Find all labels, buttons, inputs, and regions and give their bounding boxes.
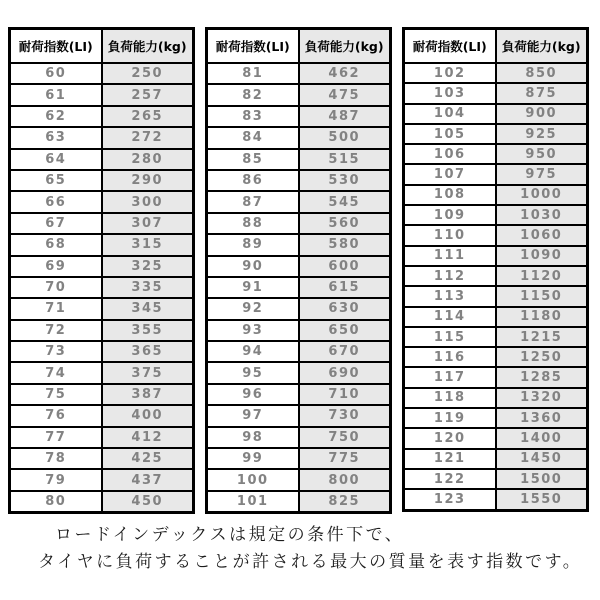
load-index-cell: 97 — [207, 405, 299, 426]
load-index-cell: 64 — [10, 149, 102, 170]
table-header — [404, 29, 588, 64]
table-row — [207, 362, 391, 383]
load-capacity-cell: 365 — [102, 341, 194, 362]
load-capacity-cell: 1500 — [496, 469, 588, 489]
table-row — [404, 164, 588, 184]
load-capacity-cell: 437 — [102, 469, 194, 490]
load-capacity-cell: 545 — [299, 191, 391, 212]
load-capacity-cell: 475 — [299, 84, 391, 105]
load-capacity-cell: 257 — [102, 84, 194, 105]
load-index-cell: 81 — [207, 63, 299, 84]
load-capacity-cell: 800 — [299, 469, 391, 490]
table-row — [10, 106, 194, 127]
table-row — [10, 491, 194, 513]
load-index-cell: 60 — [10, 63, 102, 84]
load-index-cell: 86 — [207, 170, 299, 191]
header-load-capacity: 負荷能力(kg) — [299, 29, 391, 64]
load-capacity-cell: 1000 — [496, 185, 588, 205]
load-capacity-cell: 900 — [496, 104, 588, 124]
table-row — [404, 367, 588, 387]
load-index-cell: 63 — [10, 127, 102, 148]
table-row — [404, 428, 588, 448]
load-index-cell: 75 — [10, 384, 102, 405]
table-row — [10, 234, 194, 255]
load-index-cell: 103 — [404, 83, 496, 103]
load-capacity-cell: 515 — [299, 149, 391, 170]
load-index-cell: 92 — [207, 298, 299, 319]
load-index-cell: 118 — [404, 388, 496, 408]
note-line-2: タイヤに負荷することが許される最大の質量を表す指数です。 — [38, 552, 583, 573]
header-load-capacity: 負荷能力(kg) — [496, 29, 588, 64]
table-header — [207, 29, 391, 64]
load-capacity-cell: 615 — [299, 277, 391, 298]
load-index-cell: 119 — [404, 408, 496, 428]
table-row — [10, 256, 194, 277]
header-row — [404, 29, 588, 64]
load-capacity-cell: 600 — [299, 256, 391, 277]
load-index-cell: 114 — [404, 307, 496, 327]
load-index-cell: 122 — [404, 469, 496, 489]
table-row — [404, 104, 588, 124]
table-row — [404, 489, 588, 510]
load-capacity-cell: 315 — [102, 234, 194, 255]
load-index-cell: 77 — [10, 427, 102, 448]
table-row — [207, 234, 391, 255]
load-capacity-cell: 250 — [102, 63, 194, 84]
table-row — [207, 256, 391, 277]
load-index-cell: 105 — [404, 124, 496, 144]
table-row — [207, 405, 391, 426]
load-index-cell: 120 — [404, 428, 496, 448]
load-index-cell: 110 — [404, 225, 496, 245]
table-row — [10, 427, 194, 448]
load-index-cell: 89 — [207, 234, 299, 255]
load-capacity-cell: 425 — [102, 448, 194, 469]
load-index-cell: 111 — [404, 246, 496, 266]
load-capacity-cell: 730 — [299, 405, 391, 426]
load-index-cell: 68 — [10, 234, 102, 255]
load-capacity-cell: 530 — [299, 170, 391, 191]
load-capacity-cell: 272 — [102, 127, 194, 148]
load-capacity-cell: 307 — [102, 213, 194, 234]
table-header — [10, 29, 194, 64]
table-row — [207, 277, 391, 298]
table-row — [10, 191, 194, 212]
load-index-cell: 76 — [10, 405, 102, 426]
load-capacity-cell: 580 — [299, 234, 391, 255]
load-index-cell: 108 — [404, 185, 496, 205]
table-row — [207, 320, 391, 341]
table-row — [404, 185, 588, 205]
table-row — [10, 448, 194, 469]
load-capacity-cell: 487 — [299, 106, 391, 127]
load-index-cell: 107 — [404, 164, 496, 184]
load-capacity-cell: 265 — [102, 106, 194, 127]
load-capacity-cell: 355 — [102, 320, 194, 341]
table-row — [10, 298, 194, 319]
table-row — [207, 427, 391, 448]
load-index-cell: 83 — [207, 106, 299, 127]
load-index-cell: 93 — [207, 320, 299, 341]
load-index-note — [0, 522, 600, 576]
load-index-cell: 109 — [404, 205, 496, 225]
header-row — [10, 29, 194, 64]
load-index-cell: 88 — [207, 213, 299, 234]
load-index-cell: 84 — [207, 127, 299, 148]
table-row — [404, 469, 588, 489]
table-row — [207, 84, 391, 105]
table-row — [10, 63, 194, 84]
table-row — [207, 491, 391, 513]
load-index-table-60-80 — [8, 27, 195, 514]
load-capacity-cell: 1360 — [496, 408, 588, 428]
load-capacity-cell: 450 — [102, 491, 194, 513]
load-capacity-cell: 775 — [299, 448, 391, 469]
table-row — [10, 384, 194, 405]
load-index-cell: 123 — [404, 489, 496, 510]
table-row — [404, 307, 588, 327]
load-capacity-cell: 1090 — [496, 246, 588, 266]
load-capacity-cell: 1120 — [496, 266, 588, 286]
header-load-index: 耐荷指数(LI) — [404, 29, 496, 64]
load-capacity-cell: 1150 — [496, 286, 588, 306]
load-index-cell: 74 — [10, 362, 102, 383]
load-capacity-cell: 1180 — [496, 307, 588, 327]
load-capacity-cell: 1285 — [496, 367, 588, 387]
table-row — [404, 286, 588, 306]
load-capacity-cell: 300 — [102, 191, 194, 212]
load-capacity-cell: 975 — [496, 164, 588, 184]
table-row — [404, 327, 588, 347]
table-row — [207, 298, 391, 319]
load-capacity-cell: 710 — [299, 384, 391, 405]
table-row — [207, 469, 391, 490]
table-row — [207, 170, 391, 191]
load-index-cell: 101 — [207, 491, 299, 513]
table-row — [10, 277, 194, 298]
load-capacity-cell: 950 — [496, 144, 588, 164]
table-row — [404, 205, 588, 225]
table-row — [10, 362, 194, 383]
load-index-cell: 112 — [404, 266, 496, 286]
load-index-cell: 66 — [10, 191, 102, 212]
load-capacity-cell: 1450 — [496, 449, 588, 469]
table-body — [10, 63, 194, 513]
table-row — [207, 341, 391, 362]
table-row — [404, 63, 588, 83]
table-body — [207, 63, 391, 513]
load-index-cell: 69 — [10, 256, 102, 277]
table-row — [10, 320, 194, 341]
load-capacity-cell: 750 — [299, 427, 391, 448]
load-index-cell: 99 — [207, 448, 299, 469]
load-index-cell: 121 — [404, 449, 496, 469]
load-index-cell: 71 — [10, 298, 102, 319]
load-index-cell: 87 — [207, 191, 299, 212]
load-index-cell: 98 — [207, 427, 299, 448]
load-index-cell: 79 — [10, 469, 102, 490]
load-capacity-cell: 375 — [102, 362, 194, 383]
load-index-cell: 73 — [10, 341, 102, 362]
load-index-cell: 78 — [10, 448, 102, 469]
load-capacity-cell: 1320 — [496, 388, 588, 408]
load-index-cell: 113 — [404, 286, 496, 306]
table-row — [207, 127, 391, 148]
load-capacity-cell: 290 — [102, 170, 194, 191]
load-capacity-cell: 1550 — [496, 489, 588, 510]
load-index-cell: 70 — [10, 277, 102, 298]
load-index-cell: 85 — [207, 149, 299, 170]
load-index-cell: 80 — [10, 491, 102, 513]
load-capacity-cell: 280 — [102, 149, 194, 170]
load-capacity-cell: 325 — [102, 256, 194, 277]
load-capacity-cell: 345 — [102, 298, 194, 319]
load-capacity-cell: 387 — [102, 384, 194, 405]
table-row — [404, 225, 588, 245]
table-row — [10, 149, 194, 170]
load-index-cell: 90 — [207, 256, 299, 277]
load-capacity-cell: 560 — [299, 213, 391, 234]
load-index-cell: 94 — [207, 341, 299, 362]
table-row — [10, 213, 194, 234]
table-row — [10, 405, 194, 426]
table-row — [10, 84, 194, 105]
load-index-cell: 96 — [207, 384, 299, 405]
table-row — [404, 408, 588, 428]
load-index-cell: 104 — [404, 104, 496, 124]
load-capacity-cell: 335 — [102, 277, 194, 298]
table-row — [207, 448, 391, 469]
load-index-cell: 106 — [404, 144, 496, 164]
load-index-cell: 61 — [10, 84, 102, 105]
header-load-index: 耐荷指数(LI) — [207, 29, 299, 64]
table-row — [207, 191, 391, 212]
table-row — [404, 347, 588, 367]
load-capacity-cell: 1030 — [496, 205, 588, 225]
table-row — [10, 170, 194, 191]
load-index-cell: 82 — [207, 84, 299, 105]
load-index-cell: 100 — [207, 469, 299, 490]
load-index-cell: 67 — [10, 213, 102, 234]
load-capacity-cell: 670 — [299, 341, 391, 362]
table-row — [404, 83, 588, 103]
load-index-cell: 117 — [404, 367, 496, 387]
load-index-cell: 65 — [10, 170, 102, 191]
header-load-index: 耐荷指数(LI) — [10, 29, 102, 64]
load-index-cell: 95 — [207, 362, 299, 383]
load-capacity-cell: 650 — [299, 320, 391, 341]
table-body — [404, 63, 588, 510]
load-capacity-cell: 1215 — [496, 327, 588, 347]
table-row — [404, 124, 588, 144]
load-index-cell: 115 — [404, 327, 496, 347]
load-capacity-cell: 630 — [299, 298, 391, 319]
load-capacity-cell: 825 — [299, 491, 391, 513]
note-line-1: ロードインデックスは規定の条件下で、 — [55, 525, 405, 546]
load-capacity-cell: 1060 — [496, 225, 588, 245]
load-index-cell: 62 — [10, 106, 102, 127]
load-capacity-cell: 1250 — [496, 347, 588, 367]
load-index-table-102-123 — [402, 27, 589, 512]
load-index-cell: 91 — [207, 277, 299, 298]
table-row — [207, 149, 391, 170]
table-row — [404, 388, 588, 408]
load-capacity-cell: 925 — [496, 124, 588, 144]
load-capacity-cell: 412 — [102, 427, 194, 448]
load-capacity-cell: 850 — [496, 63, 588, 83]
load-capacity-cell: 875 — [496, 83, 588, 103]
table-row — [207, 213, 391, 234]
load-index-cell: 72 — [10, 320, 102, 341]
table-row — [207, 384, 391, 405]
table-row — [10, 469, 194, 490]
load-index-cell: 116 — [404, 347, 496, 367]
load-index-cell: 102 — [404, 63, 496, 83]
load-capacity-cell: 462 — [299, 63, 391, 84]
load-capacity-cell: 400 — [102, 405, 194, 426]
table-row — [10, 341, 194, 362]
load-index-table-81-101 — [205, 27, 392, 514]
table-row — [10, 127, 194, 148]
load-capacity-cell: 500 — [299, 127, 391, 148]
table-row — [207, 106, 391, 127]
load-capacity-cell: 1400 — [496, 428, 588, 448]
header-row — [207, 29, 391, 64]
header-load-capacity: 負荷能力(kg) — [102, 29, 194, 64]
table-row — [404, 449, 588, 469]
table-row — [404, 144, 588, 164]
table-row — [404, 266, 588, 286]
table-row — [207, 63, 391, 84]
table-row — [404, 246, 588, 266]
load-capacity-cell: 690 — [299, 362, 391, 383]
